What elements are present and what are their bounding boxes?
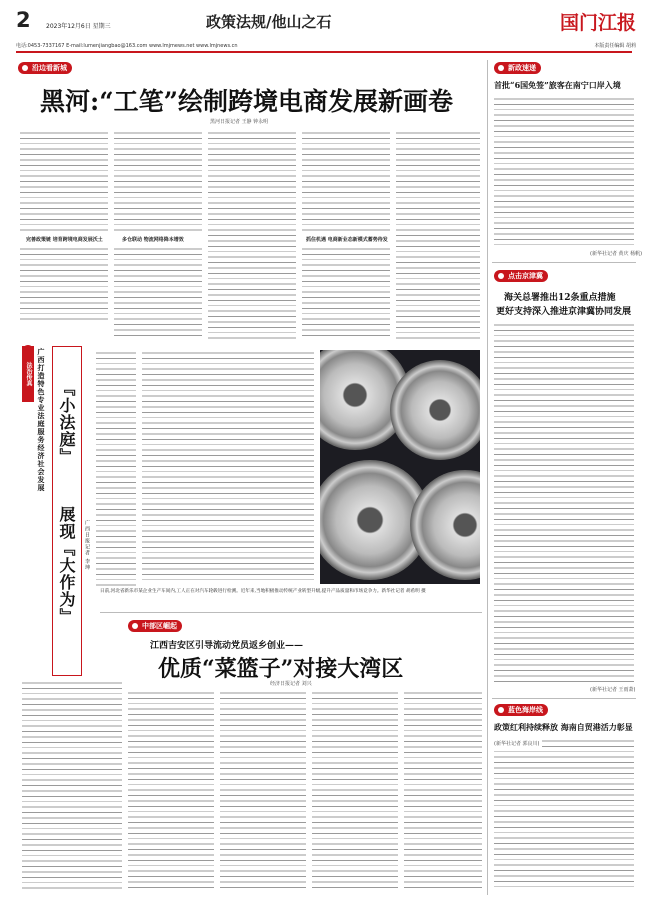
horizontal-separator: [492, 262, 636, 263]
law-text-col-a: [96, 350, 136, 590]
photo-caption: 日前,河北省新乐市某企业生产车间内,工人正在对汽车轮毂进行检测。近年来,当地积极推动传统产业转型升级,提升产品质量和市场竞争力。新华社记者 胡希明 摄: [100, 589, 426, 594]
law-text-col-b: [22, 680, 122, 890]
page-title: 政策法规/他山之石: [206, 13, 332, 31]
lead-byline: 黑河日报记者 王静 钟永明: [210, 119, 269, 125]
central-text-col-4: [404, 690, 482, 890]
section-tag-coast: 蓝色海岸线: [494, 704, 548, 716]
central-text-col-2: [220, 690, 306, 890]
lead-text-col-2b: [114, 246, 202, 340]
law-headline-line1: 广西打造特色专业法庭服务经济社会发展: [37, 348, 46, 492]
right-mid-text: [494, 322, 634, 684]
lead-text-col-3: [208, 130, 296, 340]
central-byline: 经济日报记者 刘兴: [270, 681, 312, 687]
section-tag-law: 法治传真: [22, 346, 34, 402]
central-text-col-3: [312, 690, 398, 890]
section-tag-new-progress: 新政速递: [494, 62, 541, 74]
photo-side-text: [142, 350, 314, 582]
column-separator: [487, 60, 488, 895]
right-top-text: [494, 96, 634, 246]
lead-headline: 黑河:“工笔”绘制跨境电商发展新画卷: [40, 87, 453, 116]
right-bottom-text: [494, 738, 634, 890]
lead-text-col-4: [302, 130, 390, 234]
right-mid-headline-1: 海关总署推出12条重点措施: [504, 293, 616, 303]
lead-text-col-5: [396, 130, 480, 340]
right-mid-byline: (新华社记者 王雨萧): [590, 687, 636, 693]
section-tag-provinces: 沿边看新城: [18, 62, 72, 74]
lead-text-col-2: [114, 130, 202, 234]
wheel-image: [390, 360, 480, 460]
central-kicker: 江西吉安区引导流动党员返乡创业——: [150, 641, 304, 651]
lead-text-col-1b: [20, 246, 108, 322]
section-tag-china: 中部区崛起: [128, 620, 182, 632]
central-headline: 优质“菜篮子”对接大湾区: [158, 656, 404, 682]
lead-text-col-1: [20, 130, 108, 234]
horizontal-separator: [100, 612, 482, 613]
right-bottom-byline: (新华社记者 郭良川): [494, 741, 540, 747]
law-headline-big-1: 『小法庭』: [57, 380, 76, 465]
right-mid-headline-2: 更好支持深入推进京津冀协同发展: [496, 307, 632, 317]
page-number: 2: [16, 8, 31, 32]
central-text-col-1: [128, 690, 214, 890]
right-bottom-headline: 政策红利持续释放 海南自贸港活力彰显: [494, 722, 633, 732]
lead-text-col-4b: [302, 246, 390, 340]
newspaper-logo: 国门江报: [559, 12, 636, 34]
lead-subhead-1: 完善政策链 培育跨境电商发展沃土: [26, 237, 103, 243]
news-photo: [320, 350, 480, 584]
issue-date: 2023年12月6日 星期三: [46, 23, 111, 30]
lead-subhead-2: 多仓联动 物流网络降本增效: [122, 237, 184, 243]
wheel-image: [410, 470, 480, 580]
masthead: [16, 8, 636, 38]
right-top-byline: (新华社记者 黄庆 杨帆): [590, 251, 643, 257]
section-tag-news: 点击京津冀: [494, 270, 548, 282]
right-top-headline: 首批“6国免签”旅客在南宁口岸入境: [494, 80, 621, 90]
law-byline: 广西日报记者 李坤: [84, 520, 90, 571]
law-headline-big-2: 展现『大作为』: [57, 506, 76, 625]
lead-subhead-3: 抓住机遇 电商新业态新模式蓄势待发: [306, 237, 388, 243]
header-rule: [16, 51, 632, 53]
contact-line: [16, 42, 636, 50]
contact-info: 电话:0453-7337167 E-mail:lumenjiangbao@163.com www.lmjmews.net www.lmjnews.cn: [16, 43, 238, 49]
editor-info: 本版责任编辑 胡莉: [594, 43, 636, 49]
horizontal-separator: [492, 698, 636, 699]
